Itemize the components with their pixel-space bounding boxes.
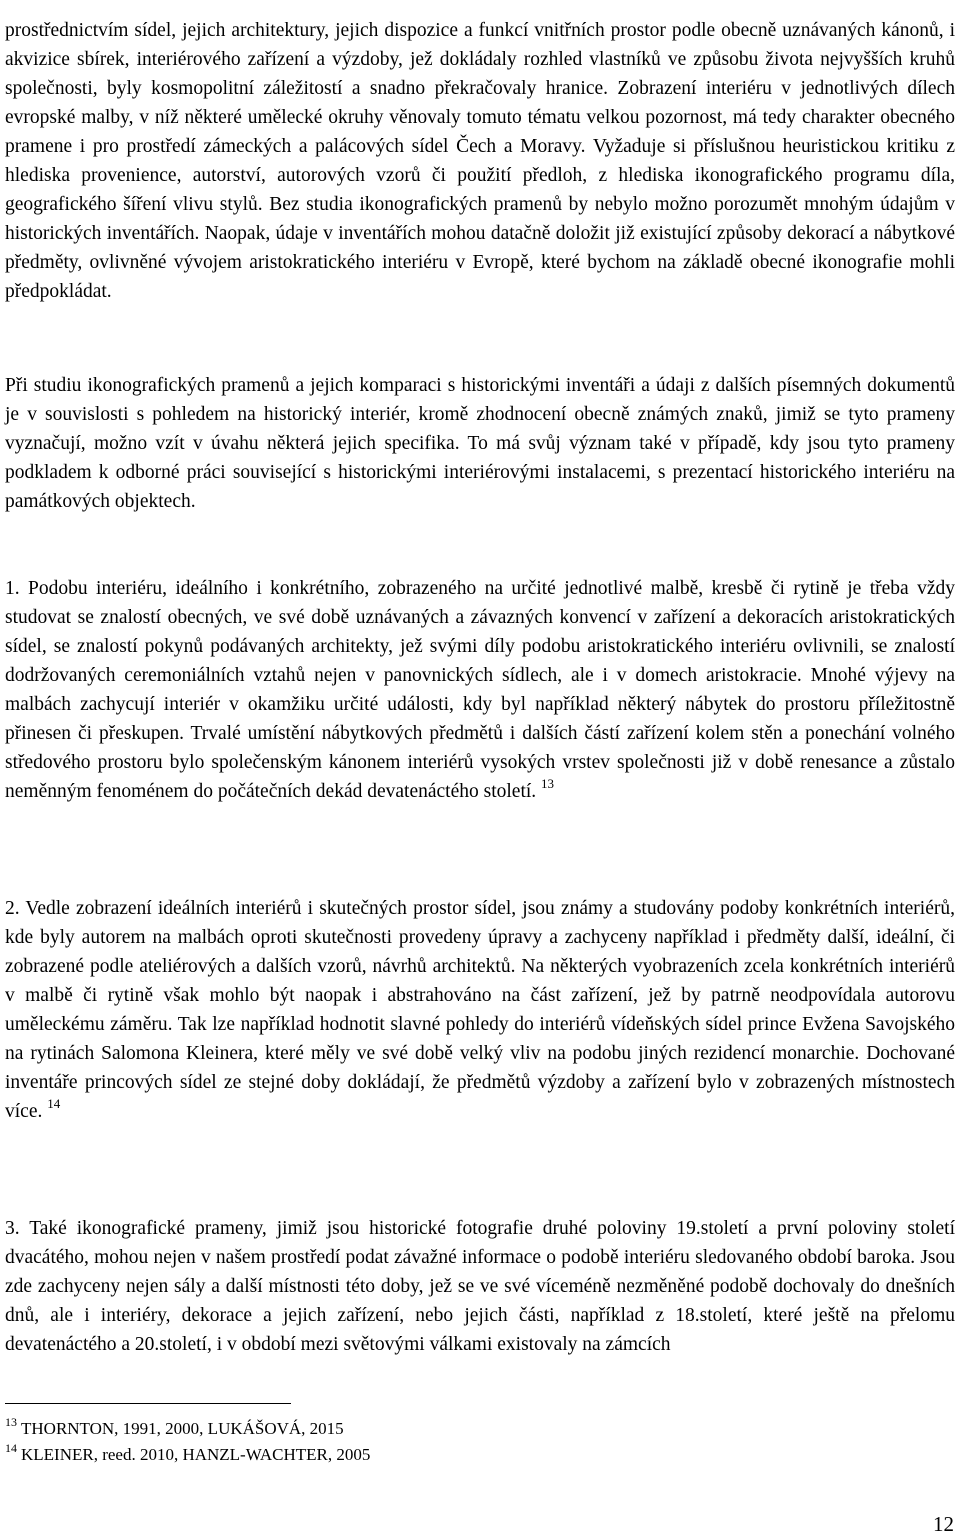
paragraph-text: Při studiu ikonografických pramenů a jejich komparaci s historickými inventáři a údaji z dalších písemných dokumentů je v souvislosti s pohledem na historický interiér, kromě zhodnocení obecně známých znaků, jimiž se tyto prameny vyznačují, možno vzít v úvahu některá jejich specifika. To má svůj význam také v případě, kdy jsou tyto prameny podkladem k odborné práci související s historickými interiérovými instalacemi, s prezentací historického interiéru na památkových objektech.: [5, 375, 955, 512]
footnote-reference-13[interactable]: 13: [541, 776, 555, 791]
body-paragraph-3: [5, 574, 955, 806]
paragraph-text: 3. Také ikonografické prameny, jimiž jsou historické fotografie druhé poloviny 19.století a první poloviny století dvacátého, mohou nejen v našem prostředí podat závažné informace o podobě interiéru sledovaného období baroka. Jsou zde zachyceny nejen sály a další místnosti této doby, jež se ve své víceméně nezměněné podobě dochovaly do dnešních dnů, ale i interiéry, dekorace a jejich zařízení, nebo jejich části, například z 18.století, které ještě na přelomu devatenáctého a 20.století, i v období mezi světovými válkami existovaly na zámcích: [5, 1218, 955, 1355]
footnote-text: THORNTON, 1991, 2000, LUKÁŠOVÁ, 2015: [21, 1419, 344, 1438]
body-paragraph-1: [5, 16, 955, 306]
body-paragraph-4: [5, 894, 955, 1126]
footnote-number: 14: [5, 1441, 17, 1455]
footnotes: [5, 1416, 955, 1468]
footnote-reference-14[interactable]: 14: [47, 1096, 61, 1111]
document-page: [5, 0, 955, 1537]
footnote-number: 13: [5, 1415, 17, 1429]
paragraph-text: prostřednictvím sídel, jejich architektury, jejich dispozice a funkcí vnitřních prostor podle obecně uznávaných kánonů, i akvizice sbírek, interiérového zařízení a výzdoby, jež dokládaly rozhled vlastníků ve způsobu života nejvyšších kruhů společnosti, byly kosmopolitní záležitostí a snadno překračovaly hranice. Zobrazení interiéru v jednotlivých dílech evropské malby, v níž některé umělecké okruhy věnovaly tomuto tématu velkou pozornost, má tedy charakter obecného pramene i pro prostředí zámeckých a palácových sídel Čech a Moravy. Vyžaduje si příslušnou heuristickou kritiku z hlediska provenience, autorství, autorových vzorů či použití předloh, z hlediska ikonografického programu díla, geografického šíření vlivu stylů. Bez studia ikonografických pramenů by nebylo možno porozumět mnohým údajům v historických inventářích. Naopak, údaje v inventářích mohou datačně doložit již existující způsoby dekorací a nábytkové předměty, ovlivněné vývojem aristokratického interiéru v Evropě, které bychom na základě obecné ikonografie mohli předpokládat.: [5, 20, 955, 302]
footnote-14: [5, 1442, 955, 1468]
body-paragraph-5: [5, 1214, 955, 1359]
footnote-13: [5, 1416, 955, 1442]
page-number: 12: [933, 1512, 954, 1536]
paragraph-text: 1. Podobu interiéru, ideálního i konkrétního, zobrazeného na určité jednotlivé malbě, kresbě či rytině je třeba vždy studovat se znalostí obecných, ve své době uznávaných a závazných konvencí v zařízení a dekoracích aristokratických sídel, se znalostí pokynů podávaných architekty, jež svými díly podobu aristokratického interiéru ovlivnili, se znalostí dodržovaných ceremoniálních vztahů nejen v panovnických sídlech, ale i v domech aristokracie. Mnohé výjevy na malbách zachycují interiér v okamžiku určité události, kdy byl například některý nábytek do prostoru příležitostně přinesen či přeskupen. Trvalé umístění nábytkových předmětů i dalších částí zařízení kolem stěn a ponechání volného středového prostoru bylo společenským kánonem interiérů vysokých vrstev společnosti již v době renesance a zůstalo neměnným fenoménem do počátečních dekád devatenáctého století.: [5, 578, 955, 802]
footnote-text: KLEINER, reed. 2010, HANZL-WACHTER, 2005: [21, 1445, 371, 1464]
paragraph-text: 2. Vedle zobrazení ideálních interiérů i skutečných prostor sídel, jsou známy a studovány podoby konkrétních interiérů, kde byly autorem na malbách oproti skutečnosti provedeny úpravy a zachyceny například i předměty další, ideální, či zobrazené podle ateliérových a dalších vzorů, návrhů architektů. Na některých vyobrazeních zcela konkrétních interiérů v malbě či rytině však mohlo být naopak i abstrahováno na část zařízení, jež by patrně neodpovídala autorovu uměleckému záměru. Tak lze například hodnotit slavné pohledy do interiérů vídeňských sídel prince Evžena Savojského na rytinách Salomona Kleinera, které měly ve své době velký vliv na podobu jiných rezidencí monarchie. Dochované inventáře princových sídel ze stejné doby dokládají, že předmětů výzdoby a zařízení bylo v zobrazených místnostech více.: [5, 898, 955, 1122]
footnote-separator: [5, 1403, 291, 1404]
body-paragraph-2: [5, 371, 955, 516]
